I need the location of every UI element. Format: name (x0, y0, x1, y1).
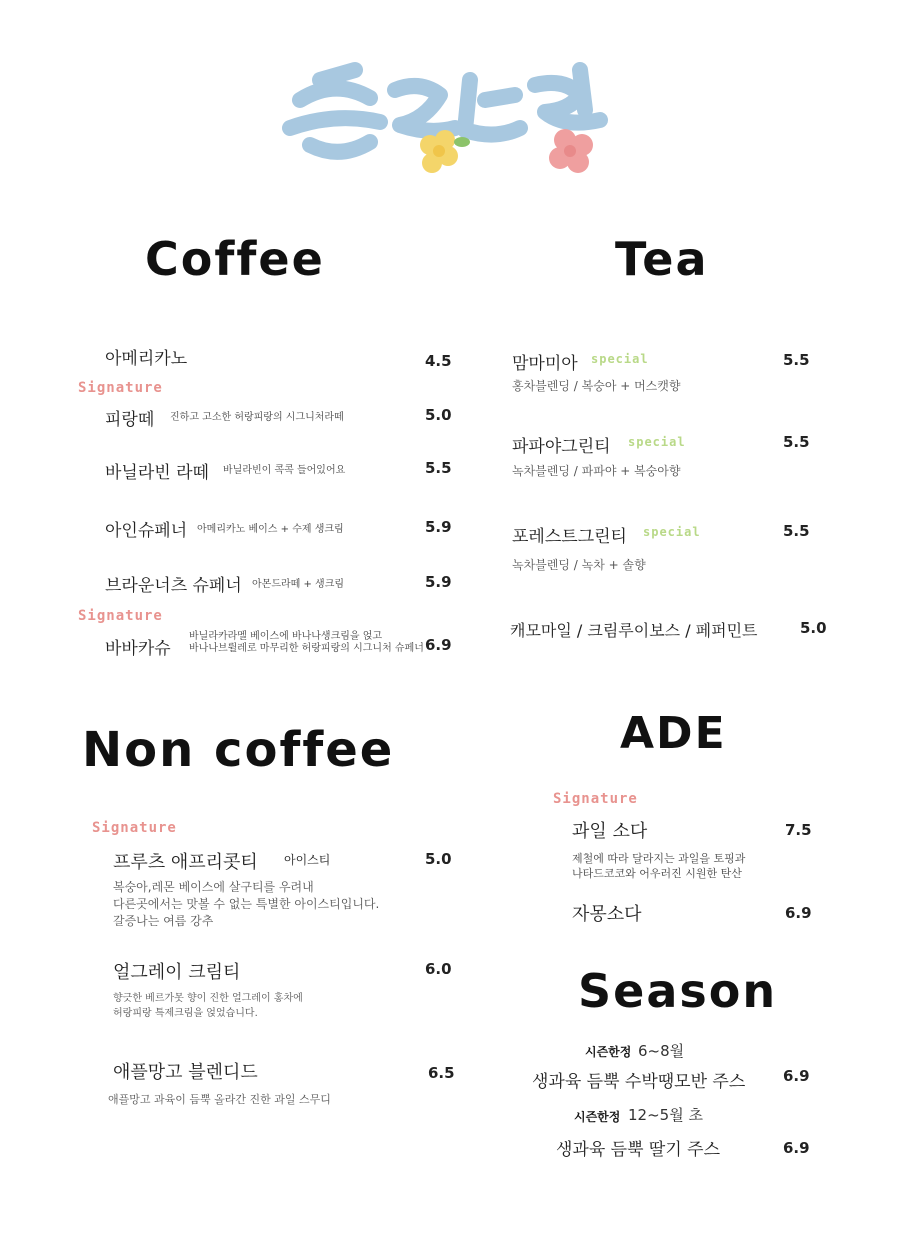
menu-item-name: 피랑떼 (105, 410, 155, 430)
menu-item-desc: 아메리카노 베이스 + 수제 생크림 (197, 524, 344, 535)
menu-item-name: 바바카슈 (105, 639, 171, 659)
menu-item-desc: 향긋한 베르가못 향이 진한 얼그레이 홍차에 허랑피랑 특제크림을 얹었습니다. (113, 993, 303, 1019)
menu-item-price: 6.9 (783, 1067, 810, 1085)
menu-item-price: 5.5 (783, 522, 810, 540)
menu-item-name: 생과육 듬뿍 수박땡모반 주스 (532, 1072, 746, 1092)
menu-item-name: 파파야그린티 (512, 437, 611, 457)
menu-item-name: 브라운너츠 슈페너 (105, 576, 242, 596)
special-tag: special (643, 525, 701, 539)
menu-item-desc: 아몬드라떼 + 생크림 (252, 579, 345, 590)
noncoffee-section-title: Non coffee (82, 722, 395, 778)
menu-item-name: 맘마미아 (512, 354, 578, 374)
menu-item-price: 6.9 (785, 904, 812, 922)
cafe-logo (280, 50, 630, 180)
menu-item-name: 자몽소다 (572, 904, 642, 925)
menu-item-desc: 녹차블렌딩 / 파파야 + 복숭아향 (512, 464, 681, 478)
menu-item-price: 6.0 (425, 960, 452, 978)
coffee-section-title: Coffee (145, 232, 325, 286)
menu-item-price: 6.9 (783, 1139, 810, 1157)
menu-item-name: 프루츠 애프리콧티 (113, 852, 258, 873)
menu-item-name: 아메리카노 (105, 349, 188, 369)
menu-item-desc: 홍차블렌딩 / 복숭아 + 머스캣향 (512, 379, 681, 393)
menu-item-price: 6.5 (428, 1064, 455, 1082)
season-period: 12~5월 초 (628, 1106, 703, 1124)
menu-item-price: 5.5 (783, 351, 810, 369)
menu-item-price: 5.0 (800, 619, 827, 637)
menu-item-desc: 바닐라카라멜 베이스에 바나나생크림을 얹고 바나나브륄레로 마무리한 허랑피랑의 시그니처 슈페너 (189, 631, 424, 654)
season-section-title: Season (578, 964, 778, 1018)
menu-item-price: 5.9 (425, 573, 452, 591)
season-period: 6~8월 (638, 1042, 685, 1060)
special-tag: special (591, 352, 649, 366)
signature-badge: Signature (78, 380, 163, 396)
season-limited-label: 시즌한정 (585, 1045, 632, 1059)
menu-item-subname: 아이스티 (284, 853, 331, 867)
menu-item-desc: 바닐라빈이 콕콕 들어있어요 (223, 465, 346, 476)
signature-badge: Signature (553, 791, 638, 807)
menu-item-desc: 복숭아,레몬 베이스에 살구티를 우려내 다른곳에서는 맛볼 수 없는 특별한 아이스티입니다. 갈증나는 여름 강추 (113, 880, 380, 928)
menu-item-name: 얼그레이 크림티 (113, 962, 241, 983)
tea-extras: 캐모마일 / 크림루이보스 / 페퍼민트 (510, 621, 758, 640)
menu-item-price: 7.5 (785, 821, 812, 839)
menu-item-name: 애플망고 블렌디드 (113, 1062, 258, 1083)
menu-item-desc: 제철에 따라 달라지는 과일을 토핑과 나타드코코와 어우러진 시원한 탄산 (572, 852, 746, 880)
tea-section-title: Tea (615, 232, 709, 286)
menu-item-name: 과일 소다 (572, 821, 648, 842)
menu-item-name: 포레스트그린티 (512, 527, 627, 547)
ade-section-title: ADE (620, 708, 727, 759)
pink-flower-icon (549, 129, 593, 173)
menu-item-name: 생과육 듬뿍 딸기 주스 (556, 1140, 721, 1160)
menu-item-desc: 녹차블렌딩 / 녹차 + 솔향 (512, 558, 646, 572)
menu-item-price: 6.9 (425, 636, 452, 654)
menu-item-price: 5.0 (425, 406, 452, 424)
menu-item-price: 5.9 (425, 518, 452, 536)
season-limited-label: 시즌한정 (574, 1110, 621, 1124)
cafe-logo-icon (280, 50, 630, 180)
menu-item-name: 아인슈페너 (105, 521, 188, 541)
menu-item-price: 5.5 (425, 459, 452, 477)
menu-item-price: 4.5 (425, 352, 452, 370)
signature-badge: Signature (92, 820, 177, 836)
menu-item-price: 5.5 (783, 433, 810, 451)
signature-badge: Signature (78, 608, 163, 624)
menu-item-desc: 진하고 고소한 허랑피랑의 시그니처라떼 (170, 412, 344, 423)
special-tag: special (628, 435, 686, 449)
menu-item-price: 5.0 (425, 850, 452, 868)
menu-item-name: 바닐라빈 라떼 (105, 463, 209, 483)
menu-item-desc: 애플망고 과육이 듬뿍 올라간 진한 과일 스무디 (108, 1093, 331, 1106)
